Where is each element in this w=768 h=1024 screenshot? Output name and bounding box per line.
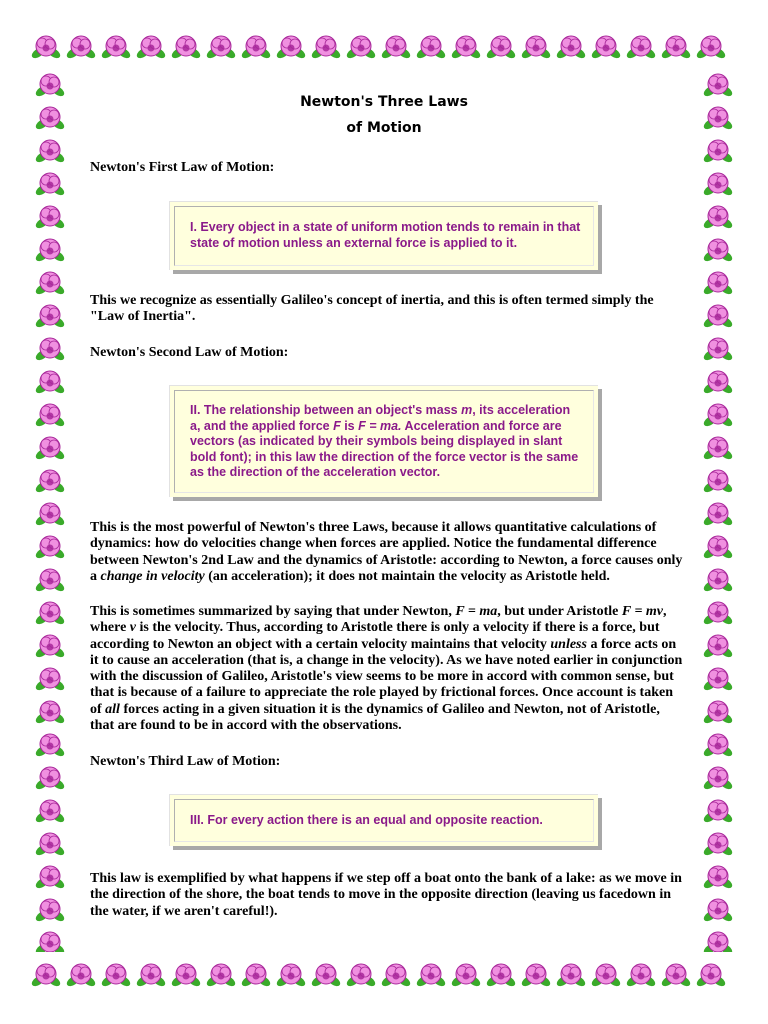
- pink-rose-icon: [702, 206, 734, 230]
- third-law-heading: Newton's Third Law of Motion:: [90, 754, 281, 769]
- first-law-text: I. Every object in a state of uniform motion tends to remain in that state of motion unless an external force is applied to it.: [190, 220, 581, 250]
- pink-rose-icon: [590, 36, 622, 60]
- pink-rose-icon: [34, 140, 66, 164]
- paragraph-text: , but under Aristotle: [497, 604, 622, 619]
- pink-rose-icon: [520, 964, 552, 988]
- aristotle-formula: F = mv: [621, 604, 664, 619]
- pink-rose-icon: [34, 404, 66, 428]
- pink-rose-icon: [702, 470, 734, 494]
- pink-rose-icon: [485, 964, 517, 988]
- second-law-text: [190, 403, 582, 481]
- force-symbol: F: [333, 418, 341, 433]
- pink-rose-icon: [34, 866, 66, 890]
- pink-rose-icon: [170, 964, 202, 988]
- paragraph-text: forces acting in a given situation it is the dynamics of Galileo and Newton, not of Aristotle, that are found to be in accord with the observations.: [90, 701, 660, 734]
- third-law-box: [169, 794, 598, 846]
- first-law-box: [169, 201, 598, 270]
- pink-rose-icon: [30, 36, 62, 60]
- pink-rose-icon: [702, 734, 734, 758]
- pink-rose-icon: [345, 964, 377, 988]
- second-law-text-part: II. The relationship between an object's mass: [190, 403, 462, 417]
- pink-rose-icon: [450, 964, 482, 988]
- third-law-text: III. For every action there is an equal and opposite reaction.: [190, 813, 543, 827]
- pink-rose-icon: [34, 536, 66, 560]
- pink-rose-icon: [625, 964, 657, 988]
- pink-rose-icon: [702, 239, 734, 263]
- change-in-velocity-emphasis: change in velocity: [100, 568, 205, 584]
- pink-rose-icon: [34, 173, 66, 197]
- pink-rose-icon: [702, 701, 734, 725]
- paragraph-text: , where: [90, 604, 667, 636]
- second-law-text-part: Acceleration and force are vectors (as indicated by their symbols being displayed in slant bold font); in this law the direction of the force vector is the same as the direction of the acceleration vector.: [190, 418, 579, 479]
- pink-rose-icon: [555, 964, 587, 988]
- pink-rose-icon: [30, 964, 62, 988]
- pink-rose-icon: [660, 964, 692, 988]
- pink-rose-icon: [702, 767, 734, 791]
- pink-rose-icon: [240, 964, 272, 988]
- paragraph-text: This is the most powerful of Newton's three Laws, because it allows quantitative calculations of dynamics: how do velocities change when forces are applied. Notice the fundamental difference between Newton's 2nd Law and the dynamics of Aristotle: according to Newton, a force causes only a: [90, 520, 683, 584]
- pink-rose-icon: [100, 36, 132, 60]
- pink-rose-icon: [380, 36, 412, 60]
- pink-rose-icon: [660, 36, 692, 60]
- paragraph-text: (an acceleration); it does not maintain the velocity as Aristotle held.: [204, 568, 610, 584]
- paragraph-text: This is sometimes summarized by saying that under Newton,: [90, 604, 456, 619]
- rose-border-top: [28, 26, 740, 70]
- pink-rose-icon: [34, 800, 66, 824]
- second-law-text-part: , its acceleration a, and the applied force: [190, 403, 571, 433]
- pink-rose-icon: [702, 899, 734, 923]
- pink-rose-icon: [34, 932, 66, 952]
- pink-rose-icon: [135, 36, 167, 60]
- second-law-heading: Newton's Second Law of Motion:: [90, 345, 289, 360]
- pink-rose-icon: [34, 767, 66, 791]
- pink-rose-icon: [415, 36, 447, 60]
- pink-rose-icon: [702, 668, 734, 692]
- pink-rose-icon: [34, 668, 66, 692]
- all-emphasis: all: [105, 701, 120, 717]
- pink-rose-icon: [34, 470, 66, 494]
- pink-rose-icon: [702, 173, 734, 197]
- pink-rose-icon: [34, 701, 66, 725]
- unless-emphasis: unless: [550, 636, 587, 652]
- pink-rose-icon: [34, 338, 66, 362]
- pink-rose-icon: [702, 140, 734, 164]
- pink-rose-icon: [590, 964, 622, 988]
- pink-rose-icon: [205, 964, 237, 988]
- pink-rose-icon: [34, 635, 66, 659]
- pink-rose-icon: [34, 239, 66, 263]
- pink-rose-icon: [240, 36, 272, 60]
- rose-border-right: [696, 70, 740, 952]
- pink-rose-icon: [34, 569, 66, 593]
- pink-rose-icon: [695, 964, 727, 988]
- pink-rose-icon: [702, 602, 734, 626]
- pink-rose-icon: [275, 36, 307, 60]
- first-law-heading: Newton's First Law of Motion:: [90, 160, 275, 175]
- second-law-paragraph-2: [90, 604, 686, 734]
- second-law-text-part: is: [340, 418, 359, 433]
- page-title-line-1: Newton's Three Laws: [300, 94, 468, 110]
- pink-rose-icon: [34, 833, 66, 857]
- pink-rose-icon: [702, 437, 734, 461]
- pink-rose-icon: [695, 36, 727, 60]
- velocity-symbol: v: [129, 620, 137, 636]
- newton-formula: F = ma: [455, 604, 498, 619]
- pink-rose-icon: [100, 964, 132, 988]
- pink-rose-icon: [34, 305, 66, 329]
- pink-rose-icon: [702, 503, 734, 527]
- pink-rose-icon: [702, 932, 734, 952]
- pink-rose-icon: [625, 36, 657, 60]
- pink-rose-icon: [702, 305, 734, 329]
- pink-rose-icon: [65, 964, 97, 988]
- rose-border-left: [28, 70, 72, 952]
- pink-rose-icon: [34, 437, 66, 461]
- inertia-paragraph: This we recognize as essentially Galileo's concept of inertia, and this is often termed simply the "Law of Inertia".: [90, 293, 654, 325]
- pink-rose-icon: [702, 635, 734, 659]
- pink-rose-icon: [415, 964, 447, 988]
- pink-rose-icon: [205, 36, 237, 60]
- pink-rose-icon: [702, 338, 734, 362]
- paragraph-text: a force acts on it to cause an acceleration (that is, a change in the velocity). As we have noted earlier in conjunction with the discussion of Galileo, Aristotle's view seems to be more in accord with common sense, but that is because of a failure to appreciate the role played by frictional forces. Once account is taken of: [90, 636, 683, 717]
- pink-rose-icon: [34, 503, 66, 527]
- pink-rose-icon: [520, 36, 552, 60]
- pink-rose-icon: [555, 36, 587, 60]
- pink-rose-icon: [275, 964, 307, 988]
- pink-rose-icon: [310, 964, 342, 988]
- pink-rose-icon: [702, 371, 734, 395]
- pink-rose-icon: [65, 36, 97, 60]
- pink-rose-icon: [702, 833, 734, 857]
- pink-rose-icon: [702, 569, 734, 593]
- pink-rose-icon: [310, 36, 342, 60]
- mass-symbol: m: [461, 403, 473, 417]
- page-title-line-2: of Motion: [346, 120, 422, 136]
- pink-rose-icon: [135, 964, 167, 988]
- pink-rose-icon: [702, 800, 734, 824]
- pink-rose-icon: [34, 371, 66, 395]
- pink-rose-icon: [702, 404, 734, 428]
- pink-rose-icon: [702, 272, 734, 296]
- pink-rose-icon: [34, 899, 66, 923]
- rose-border-bottom: [28, 952, 740, 996]
- pink-rose-icon: [170, 36, 202, 60]
- pink-rose-icon: [34, 734, 66, 758]
- pink-rose-icon: [702, 866, 734, 890]
- paragraph-text: is the velocity. Thus, according to Aristotle there is only a velocity if there is a force, but according to Newton an object with a certain velocity maintains that velocity: [90, 620, 660, 652]
- third-law-paragraph: This law is exemplified by what happens if we step off a boat onto the bank of a lake: as we move in the direction of the shore, the boat tends to move in the opposite direction (leaving us facedown in the water, if we aren't careful!).: [90, 871, 682, 919]
- pink-rose-icon: [380, 964, 412, 988]
- pink-rose-icon: [34, 602, 66, 626]
- pink-rose-icon: [34, 206, 66, 230]
- second-law-paragraph-1: [90, 520, 686, 585]
- pink-rose-icon: [485, 36, 517, 60]
- pink-rose-icon: [450, 36, 482, 60]
- pink-rose-icon: [702, 536, 734, 560]
- second-law-formula: F = ma.: [358, 418, 402, 433]
- pink-rose-icon: [345, 36, 377, 60]
- second-law-box: [169, 385, 598, 497]
- pink-rose-icon: [34, 272, 66, 296]
